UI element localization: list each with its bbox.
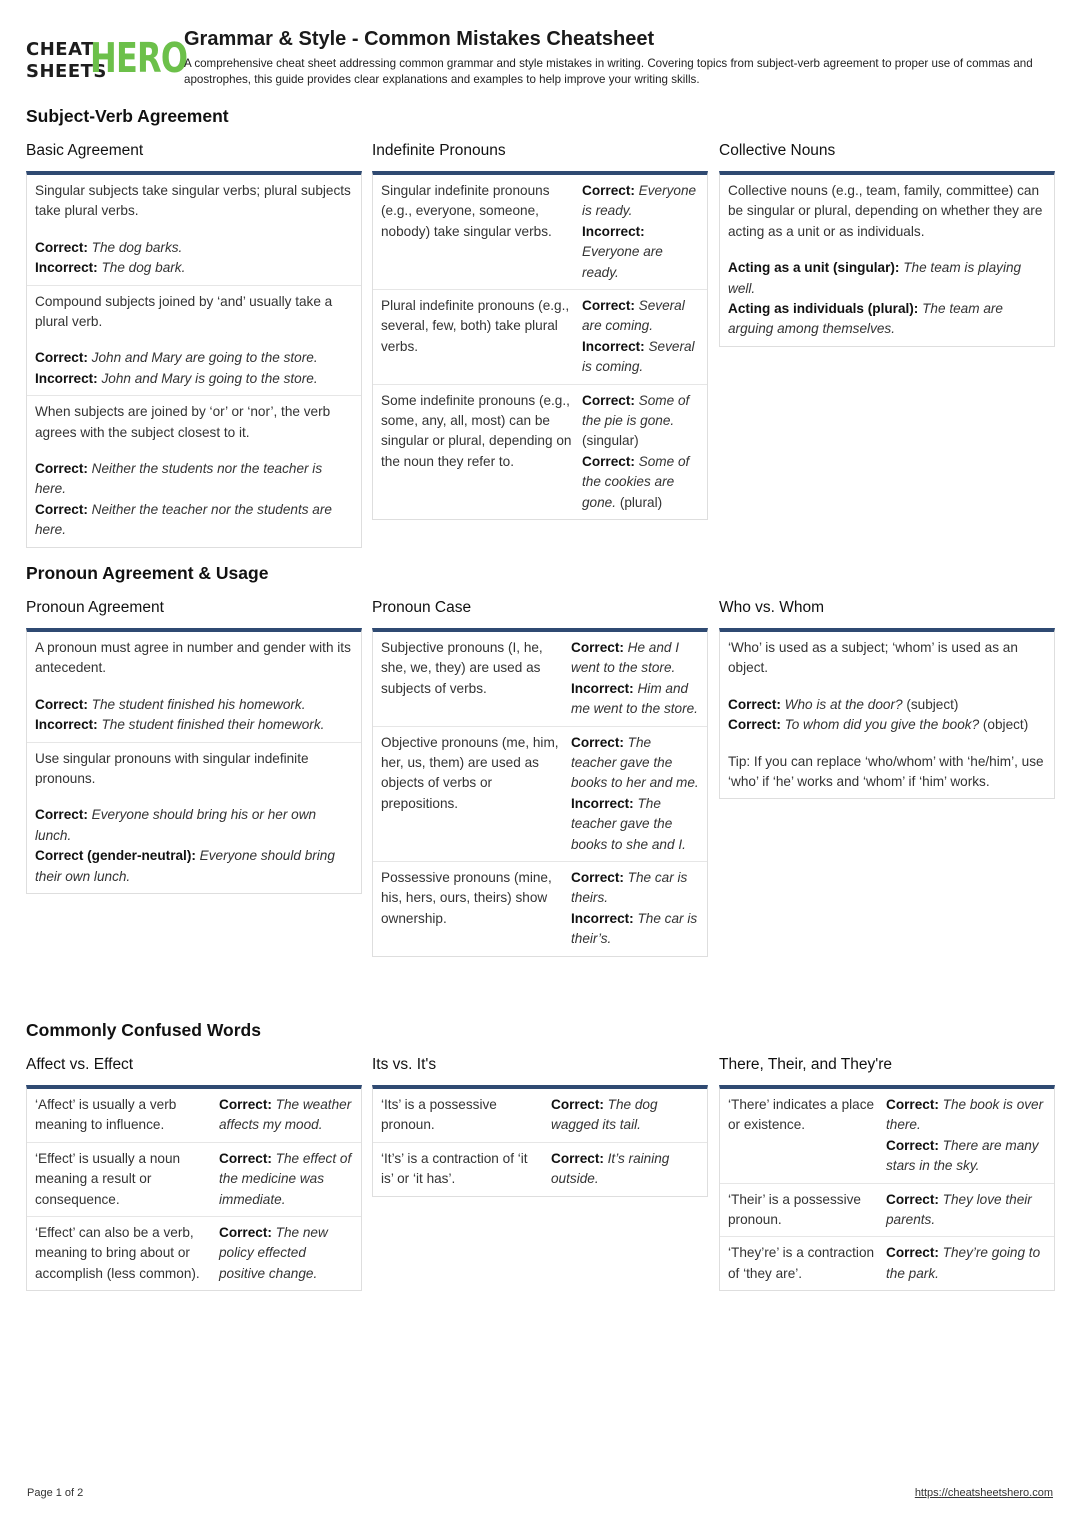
- table-row: ‘Effect’ can also be a verb, meaning to bring about or accomplish (less common). Correct: The new policy effected positive change.: [27, 1216, 361, 1290]
- section-title-confused-words: Commonly Confused Words: [26, 1020, 261, 1040]
- page-title: Grammar & Style - Common Mistakes Cheatsheet: [184, 28, 655, 50]
- header: [26, 28, 1056, 88]
- card-title: Collective Nouns: [719, 142, 836, 159]
- logo-cheat-sheets: CHEAT SHEETS: [26, 39, 107, 82]
- list-item: Collective nouns (e.g., team, family, committee) can be singular or plural, depending on whether they are acting as a unit or as individuals. Acting as a unit (singular): The team is playing well. Acting as individuals (plural): The team are arguing among themselves.: [728, 183, 1043, 337]
- card-title: Pronoun Agreement: [26, 599, 164, 616]
- card-title: Who vs. Whom: [719, 599, 825, 616]
- card-collective-nouns: [719, 141, 1055, 347]
- list-item: Compound subjects joined by ‘and’ usually take a plural verb. Correct: John and Mary are going to the store. Incorrect: John and Mary is going to the store.: [27, 285, 361, 396]
- table-row: Possessive pronouns (mine, his, hers, ours, theirs) show ownership. Correct: The car is theirs. Incorrect: The car is their’s.: [373, 861, 707, 956]
- table-row: ‘Affect’ is usually a verb meaning to influence. Correct: The weather affects my mood.: [35, 1097, 352, 1133]
- card-title: There, Their, and They're: [719, 1056, 892, 1073]
- table-row: Plural indefinite pronouns (e.g., several, few, both) take plural verbs. Correct: Several are coming. Incorrect: Several is coming.: [373, 289, 707, 384]
- section-title-subject-verb: Subject-Verb Agreement: [26, 106, 229, 126]
- card-title: Basic Agreement: [26, 142, 144, 159]
- card-who-vs-whom: [719, 598, 1055, 799]
- card-there-their-theyre: [719, 1055, 1055, 1291]
- table-row: Subjective pronouns (I, he, she, we, they) are used as subjects of verbs. Correct: He and I went to the store. Incorrect: Him and me went to the store.: [381, 640, 698, 717]
- list-item: When subjects are joined by ‘or’ or ‘nor’, the verb agrees with the subject closest to it. Correct: Neither the students nor the teacher is here. Correct: Neither the teacher nor the students are here.: [27, 395, 361, 546]
- card-title: Indefinite Pronouns: [372, 142, 506, 159]
- tip: Tip: If you can replace ‘who/whom’ with ‘he/him’, use ‘who’ if ‘he’ works and ‘whom’ if ‘him’ works.: [728, 753, 1044, 790]
- section-title-pronoun: Pronoun Agreement & Usage: [26, 563, 269, 583]
- cheatsheetshero-logo[interactable]: [26, 34, 188, 82]
- table-row: Objective pronouns (me, him, her, us, them) are used as objects of verbs or prepositions. Correct: The teacher gave the books to her and me. Incorrect: The teacher gave the books to she and I.: [373, 726, 707, 861]
- card-pronoun-agreement: [26, 598, 362, 894]
- table-row: ‘Their’ is a possessive pronoun. Correct: They love their parents.: [720, 1183, 1054, 1237]
- list-item: Use singular pronouns with singular indefinite pronouns. Correct: Everyone should bring his or her own lunch. Correct (gender-neutral): Everyone should bring their own lunch.: [27, 742, 361, 893]
- table-row: Some indefinite pronouns (e.g., some, any, all, most) can be singular or plural, depending on the noun they refer to. Correct: Some of the pie is gone. (singular) Correct: Some of the cookies are gone. (plural): [373, 384, 707, 519]
- list-item: Singular subjects take singular verbs; plural subjects take plural verbs. Correct: The dog barks. Incorrect: The dog bark.: [35, 183, 351, 276]
- table-row: ‘It’s’ is a contraction of ‘it is’ or ‘it has’. Correct: It’s raining outside.: [373, 1142, 707, 1196]
- list-item: ‘Who’ is used as a subject; ‘whom’ is used as an object. Correct: Who is at the door? (subject) Correct: To whom did you give the book? (object) Tip: If you can replace ‘who/whom’ with ‘he/him’, use ‘who’ if ‘he’ works and ‘whom’ if ‘him’ works.: [720, 632, 1054, 798]
- card-title: Pronoun Case: [372, 599, 472, 616]
- card-pronoun-case: [372, 598, 708, 957]
- page-number: Page 1 of 2: [27, 1487, 84, 1499]
- card-affect-vs-effect: [26, 1055, 362, 1291]
- page-subtitle: A comprehensive cheat sheet addressing common grammar and style mistakes in writing. Covering topics from subject-verb agreement to proper use of commas and apostrophes, this guide provides clear explanations and examples to help improve your writing skills.: [184, 57, 1033, 86]
- site-link[interactable]: https://cheatsheetshero.com: [914, 1487, 1053, 1499]
- card-indefinite-pronouns: [372, 141, 708, 520]
- card-its-vs-its: [372, 1055, 708, 1197]
- table-row: Singular indefinite pronouns (e.g., everyone, someone, nobody) take singular verbs. Correct: Everyone is ready. Incorrect: Everyone are ready.: [381, 183, 697, 280]
- card-title: Its vs. It's: [372, 1056, 437, 1073]
- table-row: ‘Its’ is a possessive pronoun. Correct: The dog wagged its tail.: [381, 1097, 658, 1133]
- logo-hero: HERO: [90, 34, 188, 82]
- card-title: Affect vs. Effect: [26, 1056, 134, 1073]
- table-row: ‘There’ indicates a place or existence. Correct: The book is over there. Correct: There are many stars in the sky.: [728, 1097, 1044, 1174]
- card-basic-agreement: [26, 141, 362, 548]
- table-row: ‘Effect’ is usually a noun meaning a result or consequence. Correct: The effect of the medicine was immediate.: [27, 1142, 361, 1216]
- table-row: ‘They’re’ is a contraction of ‘they are’. Correct: They’re going to the park.: [720, 1236, 1054, 1290]
- list-item: A pronoun must agree in number and gender with its antecedent. Correct: The student finished his homework. Incorrect: The student finished their homework.: [35, 640, 351, 733]
